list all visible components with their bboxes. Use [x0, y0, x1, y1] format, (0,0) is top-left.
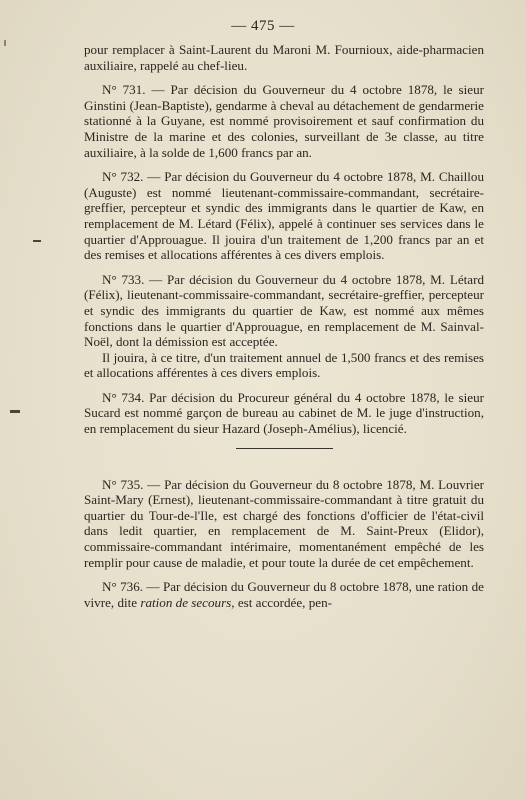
- paragraph-continued: pour remplacer à Saint-Laurent du Maroni M. Fournioux, aide-pharmacien auxiliaire, rappelé au chef-lieu.: [84, 42, 484, 73]
- section-divider: [236, 448, 333, 449]
- paragraph-736-text-end: , est accordée, pen-: [231, 594, 332, 610]
- margin-mark: [10, 410, 20, 413]
- document-body: [84, 42, 484, 619]
- paragraph-735: N° 735. — Par décision du Gouverneur du 8 octobre 1878, M. Louvrier Saint-Mary (Ernest), lieutenant-commissaire-commandant à titre gratuit du quartier du Tour-de-l'Ile, est chargé des fonctions d'officier de l'état-civil dans ledit quartier, en remplacement de M. Saint-Preux (Elidor), commissaire-commandant intérimaire, momentanément empêché de les remplir pour cause de maladie, et pour toute la durée de cet empêchement.: [84, 476, 484, 570]
- margin-mark: [4, 40, 6, 46]
- page-number: — 475 —: [231, 18, 295, 34]
- paragraph-736-italic: ration de secours: [140, 594, 232, 610]
- paragraph-734: N° 734. Par décision du Procureur général du 4 octobre 1878, le sieur Sucard est nommé garçon de bureau au cabinet de M. le juge d'instruction, en remplacement du sieur Hazard (Joseph-Amélius), licencié.: [84, 389, 484, 437]
- paragraph-736-text: N° 736. — Par décision du Gouverneur du 8 octobre 1878, une ration de vivre, dite: [84, 579, 484, 610]
- margin-mark: [33, 240, 41, 242]
- paragraph-731: N° 731. — Par décision du Gouverneur du 4 octobre 1878, le sieur Ginstini (Jean-Baptiste), gendarme à cheval au détachement de gendarmerie stationné à la Guyane, est nommé provisoirement et sauf confirmation du Ministre de la marine et des colonies, surveillant de 3e classe, au titre auxiliaire, à la solde de 1,600 francs par an.: [84, 82, 484, 160]
- paragraph-733-continuation: Il jouira, à ce titre, d'un traitement annuel de 1,500 francs et des remises et allocations afférentes à ces divers emplois.: [84, 349, 484, 381]
- paragraph-736: [84, 579, 484, 610]
- paragraph-732: N° 732. — Par décision du Gouverneur du 4 octobre 1878, M. Chaillou (Auguste) est nommé lieutenant-commissaire-commandant, secrétaire-greffier, percepteur et syndic des immigrants dans le quartier de Kaw, en remplacement de M. Létard (Félix), appelé à continuer ses services dans le quartier d'Approuague. Il jouira d'un traitement de 1,200 francs par an et des remises et allocations afférentes à ces divers emplois.: [84, 169, 484, 263]
- paragraph-733: N° 733. — Par décision du Gouverneur du 4 octobre 1878, M. Létard (Félix), lieutenant-commissaire-commandant, secrétaire-greffier, percepteur et syndic des immigrants du quartier de Kaw, est nommé aux mêmes fonctions dans le quartier d'Approuague, en remplacement de M. Sainval-Noël, dont la démission est acceptée.: [84, 271, 484, 350]
